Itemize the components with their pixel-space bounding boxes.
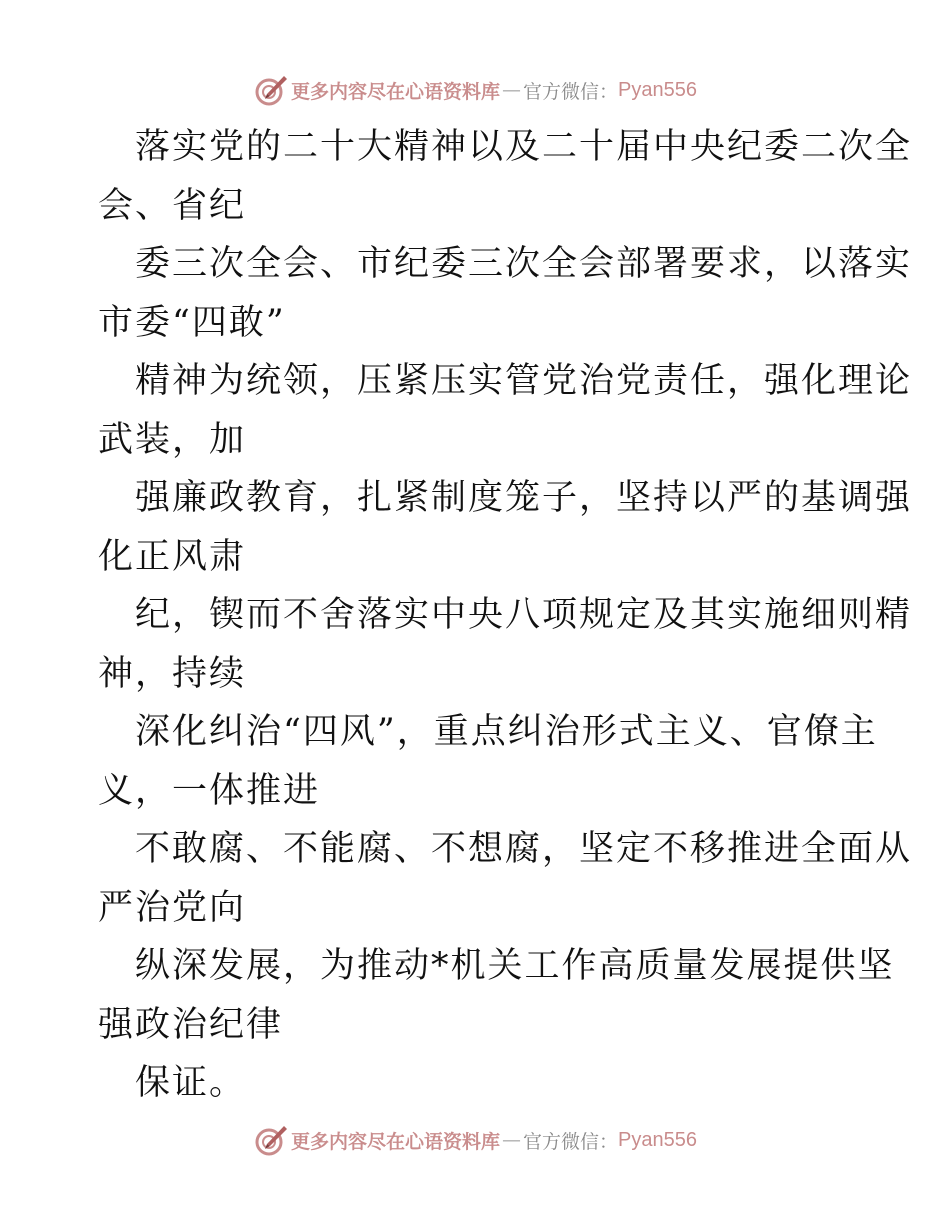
watermark-wechat-id: Pyan556 [618, 1128, 697, 1151]
paragraph-line: 义，一体推进 [98, 770, 321, 811]
header-watermark [0, 70, 950, 110]
paragraph-line: 落实党的二十大精神以及二十届中央纪委二次全 [135, 127, 913, 167]
paragraph-line: 不敢腐、不能腐、不想腐，坚定不移推进全面从 [135, 829, 913, 869]
document-body [98, 118, 913, 1113]
paragraph-line: 化正风肃 [98, 536, 247, 577]
quill-pen-logo-icon [253, 1122, 289, 1158]
watermark-slogan: 更多内容尽在心语资料库 [291, 1130, 501, 1153]
paragraph-line: 深化纠治“四风”，重点纠治形式主义、官僚主 [135, 712, 878, 752]
watermark-label: 官方微信： [523, 80, 619, 103]
paragraph-line: 精神为统领，压紧压实管党治党责任，强化理论 [135, 361, 913, 401]
paragraph-line: 市委“四敢” [98, 302, 286, 343]
watermark-label: 官方微信： [523, 1130, 619, 1153]
watermark-slogan: 更多内容尽在心语资料库 [291, 80, 501, 103]
paragraph-line: 会、省纪 [98, 185, 247, 226]
quill-pen-logo-icon [253, 72, 289, 108]
paragraph-line: 保证。 [135, 1063, 247, 1103]
watermark-separator: — [502, 1129, 522, 1151]
paragraph-line: 神，持续 [98, 653, 247, 694]
paragraph-line: 严治党向 [98, 887, 247, 928]
paragraph-line: 强政治纪律 [98, 1004, 284, 1045]
paragraph-line: 武装，加 [98, 419, 247, 460]
footer-watermark [0, 1120, 950, 1160]
paragraph-line: 委三次全会、市纪委三次全会部署要求，以落实 [135, 244, 913, 284]
paragraph-line: 纪，锲而不舍落实中央八项规定及其实施细则精 [135, 595, 913, 635]
watermark-wechat-id: Pyan556 [618, 78, 697, 101]
paragraph-line: 纵深发展，为推动*机关工作高质量发展提供坚 [135, 946, 895, 986]
paragraph-line: 强廉政教育，扎紧制度笼子，坚持以严的基调强 [135, 478, 913, 518]
watermark-separator: — [502, 79, 522, 101]
